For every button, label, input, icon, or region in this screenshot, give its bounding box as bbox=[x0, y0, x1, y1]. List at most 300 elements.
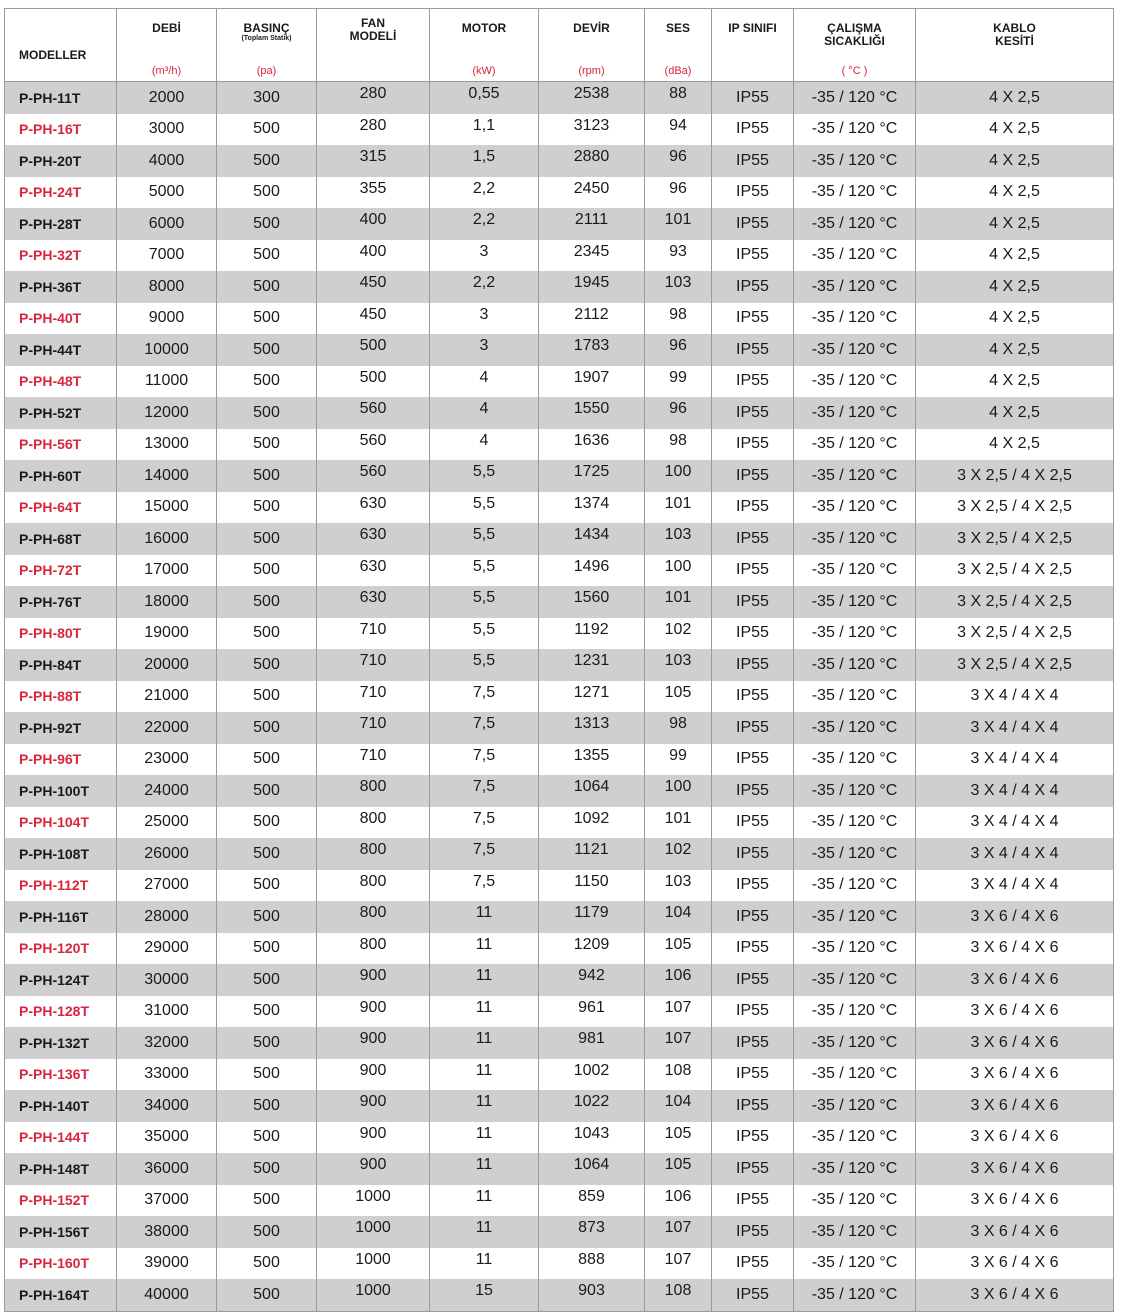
debi-cell: 28000 bbox=[117, 901, 217, 933]
ip-cell: IP55 bbox=[712, 838, 794, 870]
temp-cell: -35 / 120 °C bbox=[794, 996, 916, 1028]
ses-cell: 102 bbox=[645, 838, 712, 870]
devir-cell: 2111 bbox=[539, 208, 645, 240]
temp-cell: -35 / 120 °C bbox=[794, 82, 916, 114]
model-cell: P-PH-88T bbox=[5, 681, 117, 713]
kablo-cell: 3 X 4 / 4 X 4 bbox=[916, 681, 1114, 713]
table-row bbox=[5, 555, 1114, 587]
model-cell: P-PH-28T bbox=[5, 208, 117, 240]
kablo-cell: 4 X 2,5 bbox=[916, 271, 1114, 303]
header-basinc-unit: (pa) bbox=[256, 65, 277, 77]
temp-cell: -35 / 120 °C bbox=[794, 1185, 916, 1217]
ses-cell: 106 bbox=[645, 1185, 712, 1217]
temp-cell: -35 / 120 °C bbox=[794, 177, 916, 209]
basinc-cell: 500 bbox=[217, 807, 317, 839]
basinc-cell: 500 bbox=[217, 1027, 317, 1059]
kablo-cell: 3 X 6 / 4 X 6 bbox=[916, 933, 1114, 965]
ip-cell: IP55 bbox=[712, 870, 794, 902]
devir-cell: 2450 bbox=[539, 177, 645, 209]
model-cell: P-PH-11T bbox=[5, 82, 117, 114]
kablo-cell: 3 X 6 / 4 X 6 bbox=[916, 1027, 1114, 1059]
devir-cell: 2880 bbox=[539, 145, 645, 177]
temp-cell: -35 / 120 °C bbox=[794, 271, 916, 303]
header-ses bbox=[645, 9, 712, 82]
model-cell: P-PH-124T bbox=[5, 964, 117, 996]
basinc-cell: 500 bbox=[217, 303, 317, 335]
model-cell: P-PH-44T bbox=[5, 334, 117, 366]
table-row bbox=[5, 901, 1114, 933]
table-row bbox=[5, 114, 1114, 146]
ip-cell: IP55 bbox=[712, 460, 794, 492]
kablo-cell: 3 X 6 / 4 X 6 bbox=[916, 1153, 1114, 1185]
devir-cell: 1179 bbox=[539, 901, 645, 933]
ip-cell: IP55 bbox=[712, 555, 794, 587]
devir-cell: 981 bbox=[539, 1027, 645, 1059]
header-calisma-line1: ÇALIŞMA bbox=[827, 21, 882, 35]
kablo-cell: 3 X 6 / 4 X 6 bbox=[916, 1185, 1114, 1217]
debi-cell: 18000 bbox=[117, 586, 217, 618]
debi-cell: 3000 bbox=[117, 114, 217, 146]
basinc-cell: 500 bbox=[217, 681, 317, 713]
ses-cell: 99 bbox=[645, 366, 712, 398]
fan-cell: 1000 bbox=[317, 1216, 430, 1248]
model-cell: P-PH-156T bbox=[5, 1216, 117, 1248]
kablo-cell: 4 X 2,5 bbox=[916, 366, 1114, 398]
ip-cell: IP55 bbox=[712, 366, 794, 398]
basinc-cell: 500 bbox=[217, 271, 317, 303]
model-cell: P-PH-56T bbox=[5, 429, 117, 461]
header-fan bbox=[317, 9, 430, 82]
motor-cell: 7,5 bbox=[430, 775, 539, 807]
motor-cell: 7,5 bbox=[430, 712, 539, 744]
ses-cell: 98 bbox=[645, 712, 712, 744]
model-cell: P-PH-36T bbox=[5, 271, 117, 303]
ses-cell: 101 bbox=[645, 807, 712, 839]
table-row bbox=[5, 1279, 1114, 1311]
debi-cell: 24000 bbox=[117, 775, 217, 807]
devir-cell: 1550 bbox=[539, 397, 645, 429]
ip-cell: IP55 bbox=[712, 933, 794, 965]
ip-cell: IP55 bbox=[712, 1027, 794, 1059]
header-kablo bbox=[916, 9, 1114, 82]
motor-cell: 11 bbox=[430, 996, 539, 1028]
ip-cell: IP55 bbox=[712, 712, 794, 744]
kablo-cell: 3 X 4 / 4 X 4 bbox=[916, 775, 1114, 807]
kablo-cell: 3 X 6 / 4 X 6 bbox=[916, 1122, 1114, 1154]
ses-cell: 98 bbox=[645, 429, 712, 461]
temp-cell: -35 / 120 °C bbox=[794, 208, 916, 240]
kablo-cell: 3 X 2,5 / 4 X 2,5 bbox=[916, 649, 1114, 681]
basinc-cell: 500 bbox=[217, 649, 317, 681]
kablo-cell: 3 X 6 / 4 X 6 bbox=[916, 1248, 1114, 1280]
ses-cell: 100 bbox=[645, 555, 712, 587]
kablo-cell: 4 X 2,5 bbox=[916, 303, 1114, 335]
model-cell: P-PH-20T bbox=[5, 145, 117, 177]
fan-cell: 710 bbox=[317, 744, 430, 776]
temp-cell: -35 / 120 °C bbox=[794, 586, 916, 618]
table-row bbox=[5, 1248, 1114, 1280]
header-devir bbox=[539, 9, 645, 82]
fan-cell: 800 bbox=[317, 870, 430, 902]
table-row bbox=[5, 334, 1114, 366]
model-cell: P-PH-128T bbox=[5, 996, 117, 1028]
motor-cell: 11 bbox=[430, 1059, 539, 1091]
table-row bbox=[5, 240, 1114, 272]
model-cell: P-PH-84T bbox=[5, 649, 117, 681]
header-debi-label: DEBİ bbox=[152, 21, 181, 35]
header-motor bbox=[430, 9, 539, 82]
ses-cell: 88 bbox=[645, 82, 712, 114]
table-row bbox=[5, 775, 1114, 807]
header-basinc-title: BASINÇ bbox=[243, 21, 290, 35]
debi-cell: 17000 bbox=[117, 555, 217, 587]
debi-cell: 25000 bbox=[117, 807, 217, 839]
debi-cell: 31000 bbox=[117, 996, 217, 1028]
motor-cell: 2,2 bbox=[430, 177, 539, 209]
debi-cell: 33000 bbox=[117, 1059, 217, 1091]
basinc-cell: 500 bbox=[217, 1090, 317, 1122]
table-row bbox=[5, 681, 1114, 713]
table-row bbox=[5, 460, 1114, 492]
ip-cell: IP55 bbox=[712, 586, 794, 618]
ip-cell: IP55 bbox=[712, 523, 794, 555]
devir-cell: 1434 bbox=[539, 523, 645, 555]
spec-table bbox=[4, 8, 1114, 1312]
temp-cell: -35 / 120 °C bbox=[794, 303, 916, 335]
basinc-cell: 500 bbox=[217, 1279, 317, 1311]
ses-cell: 101 bbox=[645, 208, 712, 240]
model-cell: P-PH-68T bbox=[5, 523, 117, 555]
model-cell: P-PH-72T bbox=[5, 555, 117, 587]
devir-cell: 1092 bbox=[539, 807, 645, 839]
ip-cell: IP55 bbox=[712, 964, 794, 996]
basinc-cell: 500 bbox=[217, 964, 317, 996]
fan-cell: 500 bbox=[317, 334, 430, 366]
table-row bbox=[5, 303, 1114, 335]
debi-cell: 22000 bbox=[117, 712, 217, 744]
header-kablo-line2: KESİTİ bbox=[995, 34, 1034, 48]
basinc-cell: 500 bbox=[217, 429, 317, 461]
temp-cell: -35 / 120 °C bbox=[794, 1248, 916, 1280]
header-basinc bbox=[217, 9, 317, 82]
ip-cell: IP55 bbox=[712, 1122, 794, 1154]
basinc-cell: 500 bbox=[217, 712, 317, 744]
temp-cell: -35 / 120 °C bbox=[794, 366, 916, 398]
basinc-cell: 500 bbox=[217, 996, 317, 1028]
motor-cell: 3 bbox=[430, 240, 539, 272]
devir-cell: 961 bbox=[539, 996, 645, 1028]
table-row bbox=[5, 712, 1114, 744]
table-row bbox=[5, 1059, 1114, 1091]
temp-cell: -35 / 120 °C bbox=[794, 775, 916, 807]
temp-cell: -35 / 120 °C bbox=[794, 114, 916, 146]
motor-cell: 1,1 bbox=[430, 114, 539, 146]
kablo-cell: 3 X 2,5 / 4 X 2,5 bbox=[916, 492, 1114, 524]
model-cell: P-PH-96T bbox=[5, 744, 117, 776]
header-calisma-line2: SICAKLIĞI bbox=[824, 34, 885, 48]
model-cell: P-PH-64T bbox=[5, 492, 117, 524]
fan-cell: 355 bbox=[317, 177, 430, 209]
basinc-cell: 500 bbox=[217, 744, 317, 776]
model-cell: P-PH-148T bbox=[5, 1153, 117, 1185]
ses-cell: 96 bbox=[645, 145, 712, 177]
fan-cell: 560 bbox=[317, 460, 430, 492]
devir-cell: 1064 bbox=[539, 1153, 645, 1185]
motor-cell: 5,5 bbox=[430, 649, 539, 681]
devir-cell: 1725 bbox=[539, 460, 645, 492]
fan-cell: 560 bbox=[317, 397, 430, 429]
ses-cell: 107 bbox=[645, 1027, 712, 1059]
table-row bbox=[5, 964, 1114, 996]
table-row bbox=[5, 82, 1114, 114]
kablo-cell: 4 X 2,5 bbox=[916, 334, 1114, 366]
model-cell: P-PH-52T bbox=[5, 397, 117, 429]
devir-cell: 1636 bbox=[539, 429, 645, 461]
table-row bbox=[5, 649, 1114, 681]
motor-cell: 5,5 bbox=[430, 618, 539, 650]
fan-cell: 900 bbox=[317, 996, 430, 1028]
header-basinc-label bbox=[217, 22, 316, 43]
kablo-cell: 4 X 2,5 bbox=[916, 145, 1114, 177]
devir-cell: 888 bbox=[539, 1248, 645, 1280]
fan-cell: 450 bbox=[317, 271, 430, 303]
table-row bbox=[5, 996, 1114, 1028]
fan-cell: 900 bbox=[317, 1122, 430, 1154]
header-calisma bbox=[794, 9, 916, 82]
basinc-cell: 500 bbox=[217, 618, 317, 650]
kablo-cell: 4 X 2,5 bbox=[916, 397, 1114, 429]
fan-cell: 900 bbox=[317, 1153, 430, 1185]
basinc-cell: 500 bbox=[217, 838, 317, 870]
fan-cell: 630 bbox=[317, 555, 430, 587]
header-fan-label bbox=[317, 17, 429, 43]
fan-cell: 800 bbox=[317, 838, 430, 870]
fan-cell: 315 bbox=[317, 145, 430, 177]
kablo-cell: 3 X 2,5 / 4 X 2,5 bbox=[916, 523, 1114, 555]
fan-cell: 500 bbox=[317, 366, 430, 398]
devir-cell: 1150 bbox=[539, 870, 645, 902]
devir-cell: 1313 bbox=[539, 712, 645, 744]
devir-cell: 873 bbox=[539, 1216, 645, 1248]
kablo-cell: 3 X 2,5 / 4 X 2,5 bbox=[916, 586, 1114, 618]
temp-cell: -35 / 120 °C bbox=[794, 1216, 916, 1248]
motor-cell: 7,5 bbox=[430, 681, 539, 713]
fan-cell: 630 bbox=[317, 492, 430, 524]
model-cell: P-PH-132T bbox=[5, 1027, 117, 1059]
debi-cell: 40000 bbox=[117, 1279, 217, 1311]
ip-cell: IP55 bbox=[712, 429, 794, 461]
basinc-cell: 500 bbox=[217, 1216, 317, 1248]
ip-cell: IP55 bbox=[712, 397, 794, 429]
header-kablo-label bbox=[916, 22, 1113, 48]
fan-cell: 1000 bbox=[317, 1279, 430, 1311]
fan-cell: 1000 bbox=[317, 1185, 430, 1217]
model-cell: P-PH-116T bbox=[5, 901, 117, 933]
debi-cell: 34000 bbox=[117, 1090, 217, 1122]
ip-cell: IP55 bbox=[712, 145, 794, 177]
motor-cell: 4 bbox=[430, 429, 539, 461]
model-cell: P-PH-164T bbox=[5, 1279, 117, 1311]
ses-cell: 105 bbox=[645, 933, 712, 965]
devir-cell: 2345 bbox=[539, 240, 645, 272]
model-cell: P-PH-104T bbox=[5, 807, 117, 839]
basinc-cell: 500 bbox=[217, 397, 317, 429]
basinc-cell: 500 bbox=[217, 555, 317, 587]
header-fan-line2: MODELİ bbox=[349, 29, 397, 43]
temp-cell: -35 / 120 °C bbox=[794, 1090, 916, 1122]
devir-cell: 1121 bbox=[539, 838, 645, 870]
debi-cell: 20000 bbox=[117, 649, 217, 681]
debi-cell: 29000 bbox=[117, 933, 217, 965]
debi-cell: 21000 bbox=[117, 681, 217, 713]
kablo-cell: 3 X 2,5 / 4 X 2,5 bbox=[916, 555, 1114, 587]
ip-cell: IP55 bbox=[712, 303, 794, 335]
basinc-cell: 500 bbox=[217, 208, 317, 240]
temp-cell: -35 / 120 °C bbox=[794, 523, 916, 555]
fan-cell: 450 bbox=[317, 303, 430, 335]
kablo-cell: 4 X 2,5 bbox=[916, 208, 1114, 240]
table-row bbox=[5, 1090, 1114, 1122]
ses-cell: 99 bbox=[645, 744, 712, 776]
debi-cell: 6000 bbox=[117, 208, 217, 240]
ip-cell: IP55 bbox=[712, 240, 794, 272]
table-row bbox=[5, 208, 1114, 240]
basinc-cell: 500 bbox=[217, 492, 317, 524]
header-motor-unit: (kW) bbox=[472, 65, 496, 77]
model-cell: P-PH-152T bbox=[5, 1185, 117, 1217]
kablo-cell: 3 X 6 / 4 X 6 bbox=[916, 1216, 1114, 1248]
motor-cell: 3 bbox=[430, 334, 539, 366]
ses-cell: 100 bbox=[645, 775, 712, 807]
fan-cell: 1000 bbox=[317, 1248, 430, 1280]
model-cell: P-PH-76T bbox=[5, 586, 117, 618]
ses-cell: 100 bbox=[645, 460, 712, 492]
ses-cell: 103 bbox=[645, 649, 712, 681]
header-basinc-subtitle: (Toplam Statik) bbox=[241, 35, 292, 42]
fan-cell: 800 bbox=[317, 933, 430, 965]
ip-cell: IP55 bbox=[712, 114, 794, 146]
temp-cell: -35 / 120 °C bbox=[794, 838, 916, 870]
ses-cell: 94 bbox=[645, 114, 712, 146]
header-ses-label: SES bbox=[665, 21, 690, 35]
motor-cell: 11 bbox=[430, 1153, 539, 1185]
motor-cell: 5,5 bbox=[430, 523, 539, 555]
devir-cell: 1374 bbox=[539, 492, 645, 524]
temp-cell: -35 / 120 °C bbox=[794, 901, 916, 933]
ses-cell: 107 bbox=[645, 1248, 712, 1280]
temp-cell: -35 / 120 °C bbox=[794, 397, 916, 429]
ses-cell: 98 bbox=[645, 303, 712, 335]
debi-cell: 26000 bbox=[117, 838, 217, 870]
fan-cell: 900 bbox=[317, 1027, 430, 1059]
fan-cell: 710 bbox=[317, 712, 430, 744]
table-row bbox=[5, 807, 1114, 839]
table-row bbox=[5, 1153, 1114, 1185]
ip-cell: IP55 bbox=[712, 1185, 794, 1217]
model-cell: P-PH-24T bbox=[5, 177, 117, 209]
motor-cell: 7,5 bbox=[430, 744, 539, 776]
devir-cell: 2538 bbox=[539, 82, 645, 114]
motor-cell: 1,5 bbox=[430, 145, 539, 177]
temp-cell: -35 / 120 °C bbox=[794, 429, 916, 461]
basinc-cell: 500 bbox=[217, 586, 317, 618]
motor-cell: 5,5 bbox=[430, 492, 539, 524]
ses-cell: 105 bbox=[645, 1122, 712, 1154]
model-cell: P-PH-140T bbox=[5, 1090, 117, 1122]
fan-cell: 900 bbox=[317, 1059, 430, 1091]
basinc-cell: 500 bbox=[217, 1185, 317, 1217]
ip-cell: IP55 bbox=[712, 1153, 794, 1185]
debi-cell: 8000 bbox=[117, 271, 217, 303]
motor-cell: 7,5 bbox=[430, 870, 539, 902]
ip-cell: IP55 bbox=[712, 334, 794, 366]
motor-cell: 15 bbox=[430, 1279, 539, 1311]
header-calisma-unit: ( °C ) bbox=[841, 65, 868, 77]
temp-cell: -35 / 120 °C bbox=[794, 618, 916, 650]
ip-cell: IP55 bbox=[712, 807, 794, 839]
temp-cell: -35 / 120 °C bbox=[794, 460, 916, 492]
kablo-cell: 3 X 4 / 4 X 4 bbox=[916, 744, 1114, 776]
devir-cell: 1496 bbox=[539, 555, 645, 587]
temp-cell: -35 / 120 °C bbox=[794, 744, 916, 776]
table-row bbox=[5, 744, 1114, 776]
model-cell: P-PH-40T bbox=[5, 303, 117, 335]
temp-cell: -35 / 120 °C bbox=[794, 1122, 916, 1154]
motor-cell: 5,5 bbox=[430, 555, 539, 587]
devir-cell: 1231 bbox=[539, 649, 645, 681]
table-row bbox=[5, 177, 1114, 209]
fan-cell: 900 bbox=[317, 1090, 430, 1122]
motor-cell: 2,2 bbox=[430, 208, 539, 240]
fan-cell: 630 bbox=[317, 586, 430, 618]
devir-cell: 942 bbox=[539, 964, 645, 996]
ses-cell: 108 bbox=[645, 1059, 712, 1091]
ip-cell: IP55 bbox=[712, 271, 794, 303]
fan-cell: 710 bbox=[317, 681, 430, 713]
motor-cell: 7,5 bbox=[430, 838, 539, 870]
debi-cell: 7000 bbox=[117, 240, 217, 272]
kablo-cell: 4 X 2,5 bbox=[916, 429, 1114, 461]
table-row bbox=[5, 618, 1114, 650]
motor-cell: 11 bbox=[430, 964, 539, 996]
debi-cell: 4000 bbox=[117, 145, 217, 177]
header-kablo-line1: KABLO bbox=[993, 21, 1036, 35]
ip-cell: IP55 bbox=[712, 177, 794, 209]
fan-cell: 400 bbox=[317, 240, 430, 272]
ip-cell: IP55 bbox=[712, 1216, 794, 1248]
model-cell: P-PH-144T bbox=[5, 1122, 117, 1154]
basinc-cell: 500 bbox=[217, 366, 317, 398]
devir-cell: 1022 bbox=[539, 1090, 645, 1122]
model-cell: P-PH-108T bbox=[5, 838, 117, 870]
basinc-cell: 500 bbox=[217, 901, 317, 933]
ip-cell: IP55 bbox=[712, 1248, 794, 1280]
debi-cell: 30000 bbox=[117, 964, 217, 996]
debi-cell: 39000 bbox=[117, 1248, 217, 1280]
fan-cell: 710 bbox=[317, 618, 430, 650]
ses-cell: 96 bbox=[645, 177, 712, 209]
table-row bbox=[5, 523, 1114, 555]
basinc-cell: 500 bbox=[217, 177, 317, 209]
fan-cell: 800 bbox=[317, 775, 430, 807]
model-cell: P-PH-80T bbox=[5, 618, 117, 650]
debi-cell: 38000 bbox=[117, 1216, 217, 1248]
debi-cell: 11000 bbox=[117, 366, 217, 398]
basinc-cell: 500 bbox=[217, 523, 317, 555]
temp-cell: -35 / 120 °C bbox=[794, 933, 916, 965]
basinc-cell: 500 bbox=[217, 1248, 317, 1280]
motor-cell: 11 bbox=[430, 1090, 539, 1122]
